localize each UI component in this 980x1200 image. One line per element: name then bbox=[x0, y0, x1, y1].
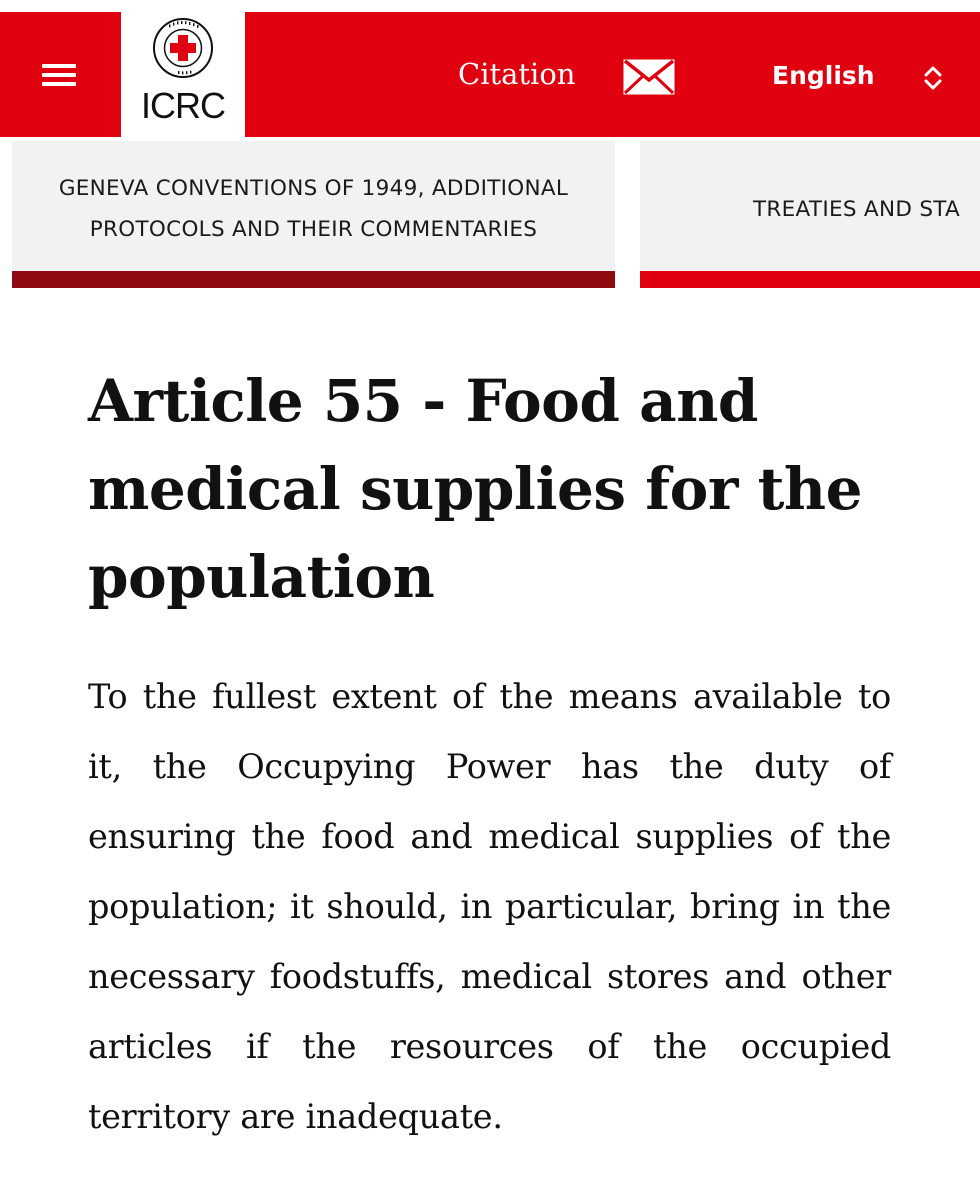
language-selector[interactable]: English bbox=[772, 61, 875, 90]
tab-treaties[interactable] bbox=[640, 141, 980, 288]
menu-line bbox=[42, 73, 76, 77]
tab-active-indicator bbox=[12, 271, 615, 288]
tab-label: TREATIES AND STA bbox=[753, 196, 961, 222]
article-body: To the fullest extent of the means available to it, the Occupying Power has the duty of ensuring the food and medical supplies of the population; it should, in particular, bring in the necessary foodstuffs, medical stores and other articles if the resources of the occupied territory are inadequate. bbox=[88, 677, 891, 1136]
envelope-icon[interactable] bbox=[622, 58, 676, 96]
site-header bbox=[0, 12, 980, 137]
logo-text: ICRC bbox=[141, 85, 225, 126]
menu-line bbox=[42, 82, 76, 86]
hamburger-menu-icon[interactable] bbox=[40, 60, 80, 90]
tab-label: GENEVA CONVENTIONS OF 1949, ADDITIONAL PROTOCOLS AND THEIR COMMENTARIES bbox=[58, 176, 569, 242]
article-title: Article 55 - Food and medical supplies for the population bbox=[88, 367, 862, 611]
icrc-logo[interactable] bbox=[121, 12, 245, 137]
tab-indicator bbox=[640, 271, 980, 288]
red-cross-emblem-icon bbox=[152, 17, 214, 79]
chevron-updown-icon[interactable] bbox=[922, 64, 944, 92]
citation-link[interactable]: Citation bbox=[458, 57, 576, 91]
menu-line bbox=[42, 64, 76, 68]
tab-geneva-conventions[interactable] bbox=[12, 141, 615, 288]
